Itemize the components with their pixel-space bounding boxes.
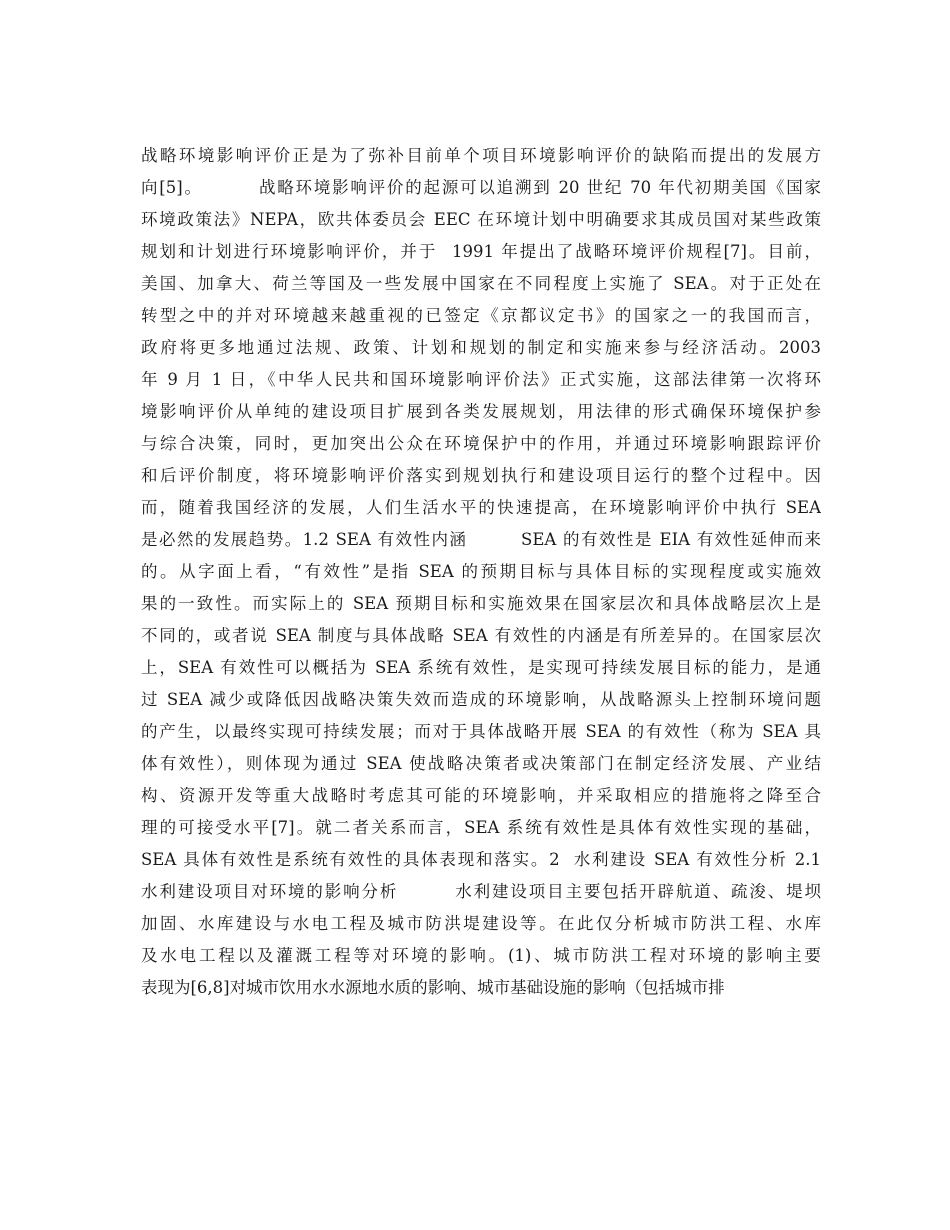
text-line: 构、资源开发等重大战略时考虑其可能的环境影响，并采取相应的措施将之降至合 — [141, 786, 821, 805]
text-line: SEA 具体有效性是系统有效性的具体表现和落实。2 水利建设 SEA 有效性分析 2.1 — [141, 850, 821, 869]
text-line: 与综合决策，同时，更加突出公众在环境保护中的作用，并通过环境影响跟踪评价 — [141, 434, 821, 453]
text-line: 环境政策法》NEPA，欧共体委员会 EEC 在环境计划中明确要求其成员国对某些政策 — [141, 210, 821, 229]
text-line: 和后评价制度，将环境影响评价落实到规划执行和建设项目运行的整个过程中。因 — [141, 466, 821, 485]
text-line: 规划和计划进行环境影响评价，并于 1991 年提出了战略环境评价规程[7]。目前， — [141, 242, 821, 261]
text-line: 水利建设项目对环境的影响分析 水利建设项目主要包括开辟航道、疏浚、堤坝 — [141, 882, 821, 901]
text-line: 加固、水库建设与水电工程及城市防洪堤建设等。在此仅分析城市防洪工程、水库 — [141, 914, 821, 933]
text-line: 果的一致性。而实际上的 SEA 预期目标和实施效果在国家层次和具体战略层次上是 — [141, 594, 821, 613]
text-line: 的。从字面上看，“有效性”是指 SEA 的预期目标与具体目标的实现程度或实施效 — [141, 562, 821, 581]
text-line: 理的可接受水平[7]。就二者关系而言，SEA 系统有效性是具体有效性实现的基础， — [141, 818, 821, 837]
text-line: 的产生，以最终实现可持续发展；而对于具体战略开展 SEA 的有效性（称为 SEA 具 — [141, 722, 821, 741]
text-line: 体有效性），则体现为通过 SEA 使战略决策者或决策部门在制定经济发展、产业结 — [141, 754, 821, 773]
text-line: 是必然的发展趋势。1.2 SEA 有效性内涵 SEA 的有效性是 EIA 有效性延伸而来 — [141, 530, 821, 549]
text-line: 转型之中的并对环境越来越重视的已签定《京都议定书》的国家之一的我国而言， — [141, 306, 821, 325]
text-line: 及水电工程以及灌溉工程等对环境的影响。(1)、城市防洪工程对环境的影响主要 — [141, 946, 821, 965]
text-line: 美国、加拿大、荷兰等国及一些发展中国家在不同程度上实施了 SEA。对于正处在 — [141, 274, 821, 293]
text-line: 年 9 月 1 日，《中华人民共和国环境影响评价法》正式实施，这部法律第一次将环 — [141, 370, 821, 389]
text-line: 战略环境影响评价正是为了弥补目前单个项目环境影响评价的缺陷而提出的发展方 — [141, 146, 821, 165]
body-text — [141, 140, 821, 1004]
text-line: 而，随着我国经济的发展，人们生活水平的快速提高，在环境影响评价中执行 SEA — [141, 498, 821, 517]
text-line: 政府将更多地通过法规、政策、计划和规划的制定和实施来参与经济活动。2003 — [141, 338, 821, 357]
text-line: 境影响评价从单纯的建设项目扩展到各类发展规划，用法律的形式确保环境保护参 — [141, 402, 821, 421]
text-line: 过 SEA 减少或降低因战略决策失效而造成的环境影响，从战略源头上控制环境问题 — [141, 690, 821, 709]
text-line: 不同的，或者说 SEA 制度与具体战略 SEA 有效性的内涵是有所差异的。在国家层次 — [141, 626, 821, 645]
text-line: 上，SEA 有效性可以概括为 SEA 系统有效性，是实现可持续发展目标的能力，是通 — [141, 658, 821, 677]
text-line: 向[5]。 战略环境影响评价的起源可以追溯到 20 世纪 70 年代初期美国《国家 — [141, 178, 821, 197]
text-line: 表现为[6,8]对城市饮用水水源地水质的影响、城市基础设施的影响（包括城市排 — [141, 978, 725, 997]
